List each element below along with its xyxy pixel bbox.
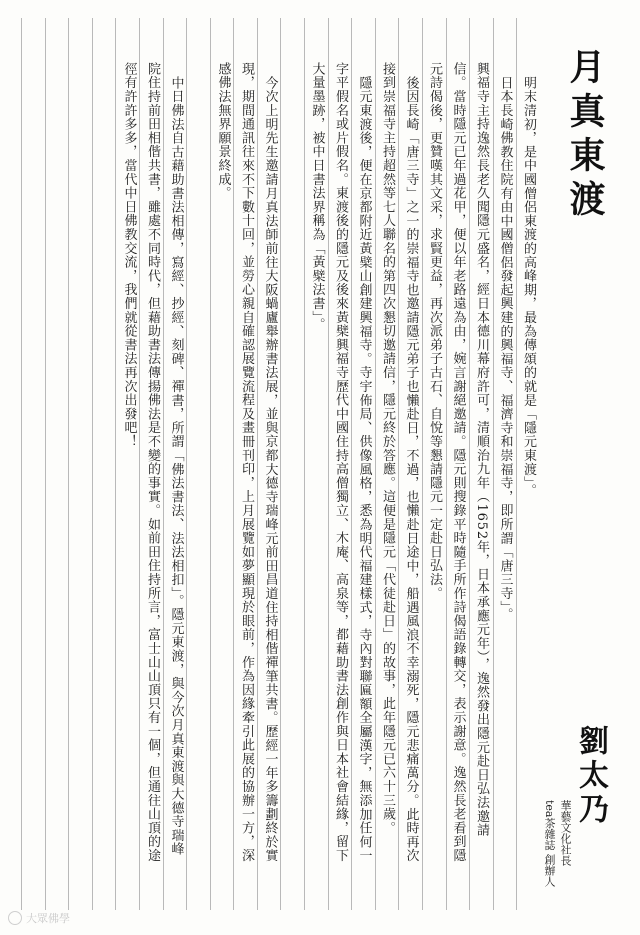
text-column: 徑有許許多多，當代中日佛教交流，我們就從書法再次出發吧！ [121,62,137,449]
article-body [22,62,540,882]
watermark [8,910,70,926]
text-column: 院住持前田相偕共書，雖處不同時代，但藉助書法傳揚佛法是不變的事實。如前田住持所言，富士山山頂只有一個，但通往山頂的途 [145,62,160,863]
watermark-logo-icon [8,911,22,925]
rule-line [0,18,21,910]
text-column: 元詩偈後，更贊嘆其文采，求賢更益，再次派弟子古石、自悅等懇請隱元一定赴日弘法。 [427,62,442,601]
text-column: 隱元東渡後，便在京都附近黃檗山創建興福寺。寺宇佈局、供像風格，悉為明代福建樣式，寺內對聯匾額全屬漢字，無添加任何一 [356,76,372,863]
text-column: 明末清初，是中國僧侶東渡的高峰期，最為傳頌的就是「隱元東渡」。 [521,76,536,498]
watermark-text: 大眾佛學 [26,912,70,925]
author-name: 劉太乃 [573,725,608,827]
text-column: 字平假名或片假名。東渡後的隱元及後來黃檗興福寺歷代中國住持高僧獨立、木庵、高泉等，都藉助書法創作與日本社會結緣，留下 [333,62,348,863]
text-column: 信。當時隱元已年過花甲，便以年老路遠為由，婉言謝絕邀請。隱元則搜錄平時隨手所作詩偈語錄轉交，表示謝意。逸然長老看到隱 [450,62,466,863]
author-credit-line: tea茶雜誌 創辦人 [543,800,556,887]
text-column: 中日佛法自古藉助書法相傳，寫經、抄經、刻碑、禪書，所謂「佛法書法、法法相扣」。隱元東渡，與今次月真東渡與大德寺瑞峰 [168,76,184,857]
text-column: 接到崇福寺主持超然等七人聯名的第四次懇切邀請信，隱元終於答應。這便是隱元「代徒赴日」的故事，此年隱元已六十三歲。 [380,62,395,835]
author-credits [542,800,572,910]
text-column: 興福寺主持逸然長老久聞隱元盛名，經日本德川幕府許可，清順治九年（1652年，日本承應元年），逸然發出隱元赴日弘法邀請 [474,62,489,837]
text-column: 日本長崎佛教住院有由中國僧侶發起興建的興福寺、福濟寺和崇福寺，即所謂「唐三寺」。 [497,76,513,622]
author-credit-line: 華藝文化社長 [559,800,572,866]
text-column: 大量墨跡，被中日書法界稱為「黃檗法書」。 [309,62,325,332]
text-column: 現，期間通訊往來不下數十回，並勞心親自確認展覽流程及畫冊刊印，上月展覽如夢顯現於眼前，作為因緣牽引此展的協辦一方，深 [239,62,254,863]
text-column: 後因長崎「唐三寺」之一的崇福寺也邀請隱元弟子也懶赴日，不過，也懶赴日途中，船遇風浪不幸溺死，隱元悲痛萬分。此時再次 [403,76,419,863]
article-title: 月真東渡 [564,48,606,224]
text-column: 感佛法無界願景終成。 [215,62,231,200]
text-column [188,62,212,882]
text-column [282,62,306,882]
text-column: 今次上明先生邀請月真法師前往大阪蝸廬舉辦書法展，並與京都大德寺瑞峰元前田昌道住持相偕禪筆共書。歷經一年多籌劃終於實 [262,76,278,863]
